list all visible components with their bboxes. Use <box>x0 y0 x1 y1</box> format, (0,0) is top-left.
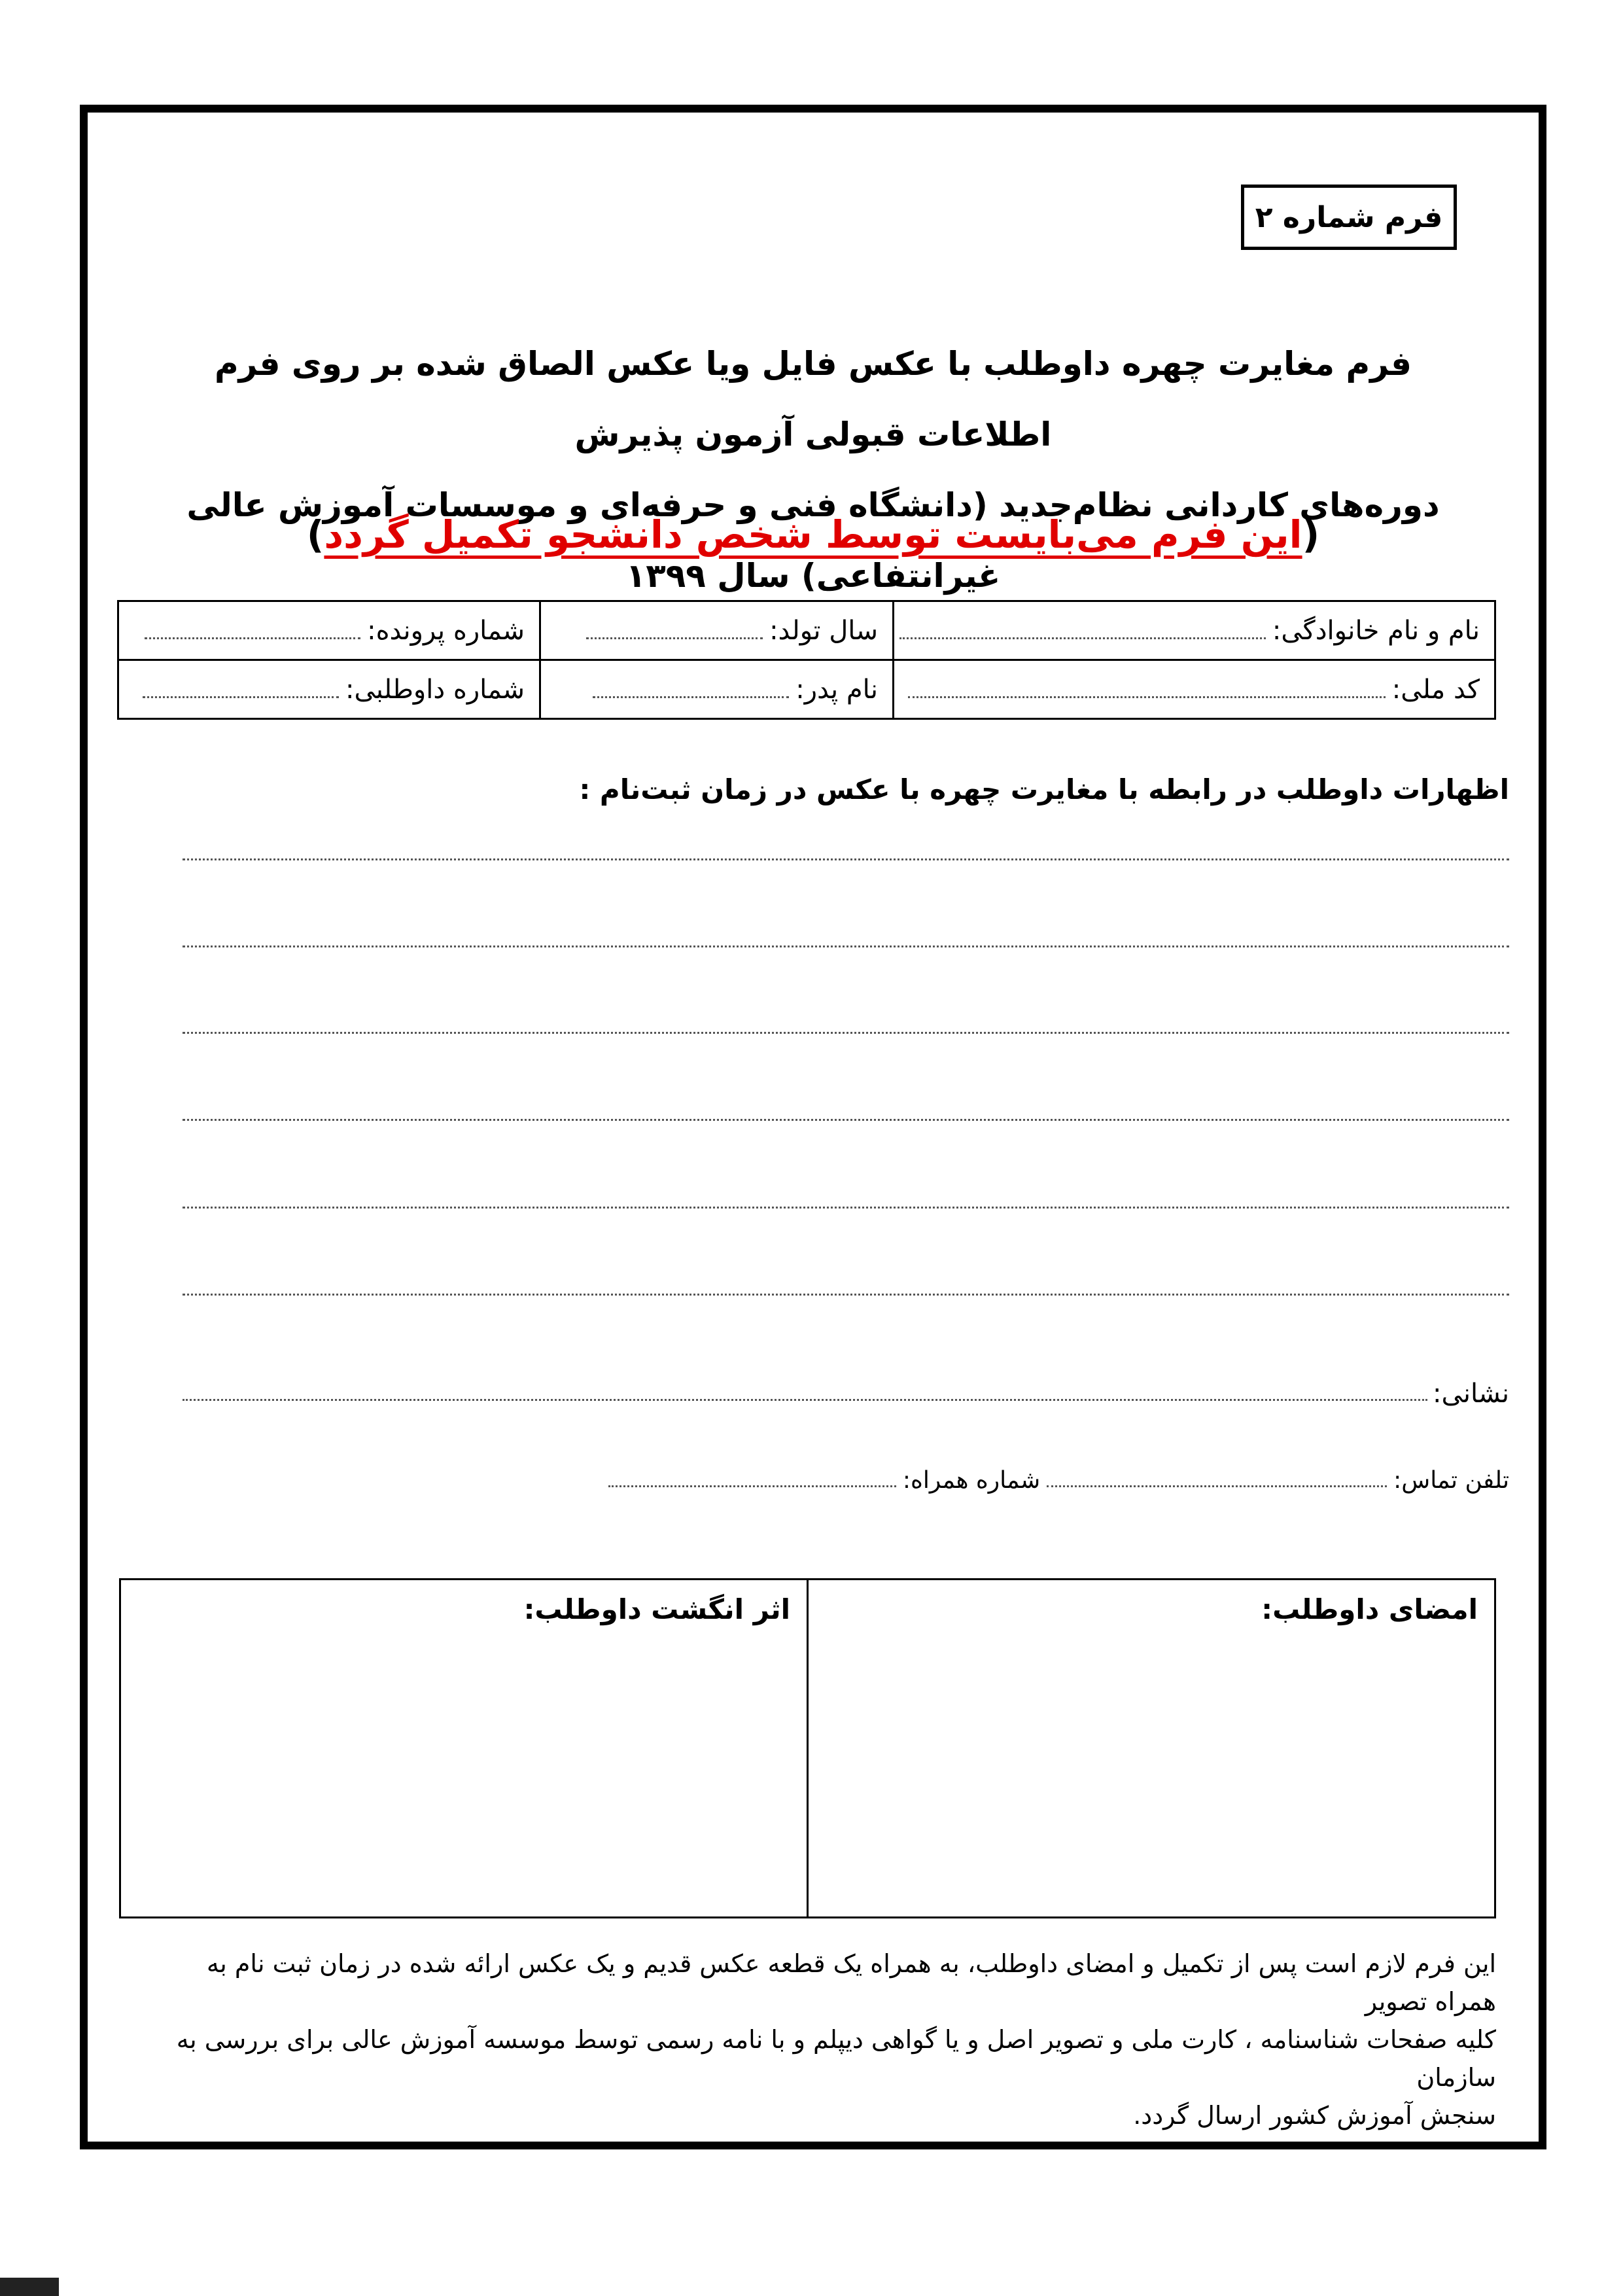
national-code-field[interactable] <box>894 660 1495 719</box>
submission-note <box>140 1945 1496 2134</box>
title-line-2: دوره‌های کاردانی نظام‌جدید (دانشگاه فنی و حرفه‌ای و موسسات آموزش عالی غیرانتفاعی) سال ۱۳۹۹ <box>186 486 1440 595</box>
corner-watermark <box>0 2278 59 2296</box>
mobile-field[interactable] <box>608 1485 896 1487</box>
instruction-close-paren: ) <box>306 512 324 557</box>
address-label: نشانی: <box>1433 1379 1509 1409</box>
signature-box <box>119 1578 1496 1918</box>
note-line-3: سنجش آموزش کشور ارسال گردد. <box>1133 2101 1496 2130</box>
father-name-dots <box>593 696 789 698</box>
birth-year-label: سال تولد: <box>769 615 878 646</box>
phone-row <box>602 1467 1509 1494</box>
note-line-2: کلیه صفحات شناسنامه ، کارت ملی و تصویر اصل و یا گواهی دیپلم و با نامه رسمی توسط موسسه آموزش عالی برای بررسی به سازمان <box>176 2025 1496 2092</box>
landline-field[interactable] <box>1047 1485 1387 1487</box>
mobile-label: شماره همراه: <box>902 1467 1041 1494</box>
statement-line-6[interactable] <box>183 1294 1509 1296</box>
statement-line-1[interactable] <box>183 858 1509 860</box>
address-field[interactable] <box>183 1379 1509 1409</box>
statement-line-4[interactable] <box>183 1119 1509 1121</box>
statement-line-2[interactable] <box>183 945 1509 947</box>
file-number-dots <box>145 637 360 639</box>
title-line-1: فرم مغایرت چهره داوطلب با عکس فایل ویا عکس الصاق شده بر روی فرم اطلاعات قبولی آزمون پذیرش <box>214 345 1412 453</box>
address-dots <box>183 1399 1427 1401</box>
fingerprint-cell[interactable] <box>121 1580 809 1916</box>
full-name-field[interactable] <box>894 601 1495 660</box>
statement-label: اظهارات داوطلب در رابطه با مغایرت چهره با عکس در زمان ثبت‌نام : <box>579 773 1509 805</box>
father-name-label: نام پدر: <box>795 674 878 705</box>
form-title <box>179 328 1447 611</box>
file-number-field[interactable] <box>118 601 540 660</box>
instruction-open-paren: ( <box>1302 512 1320 557</box>
father-name-field[interactable] <box>540 660 894 719</box>
candidate-number-field[interactable] <box>118 660 540 719</box>
candidate-number-label: شماره داوطلبی: <box>345 674 525 705</box>
landline-label: تلفن تماس: <box>1393 1467 1509 1494</box>
note-line-1: این فرم لازم است پس از تکمیل و امضای داوطلب، به همراه یک قطعه عکس قدیم و یک عکس ارائه شده در زمان ثبت نام به همراه تصویر <box>206 1949 1496 2016</box>
fingerprint-label: اثر انگشت داوطلب: <box>523 1593 790 1625</box>
statement-line-3[interactable] <box>183 1032 1509 1034</box>
full-name-label: نام و نام خانوادگی: <box>1272 615 1480 646</box>
instruction <box>179 505 1447 564</box>
table-row <box>118 601 1495 660</box>
national-code-label: کد ملی: <box>1391 674 1480 705</box>
file-number-label: شماره پرونده: <box>367 615 525 646</box>
national-code-dots <box>908 696 1386 698</box>
birth-year-dots <box>586 637 763 639</box>
candidate-info-table <box>117 600 1496 720</box>
candidate-number-dots <box>143 696 339 698</box>
table-row <box>118 660 1495 719</box>
form-frame <box>80 105 1546 2149</box>
form-number-box <box>1241 185 1457 250</box>
birth-year-field[interactable] <box>540 601 894 660</box>
full-name-dots <box>899 637 1266 639</box>
form-number-label: فرم شماره ۲ <box>1255 200 1443 234</box>
instruction-text: این فرم می‌بایست توسط شخص دانشجو تکمیل گردد <box>324 512 1302 557</box>
signature-cell[interactable] <box>809 1580 1494 1916</box>
signature-label: امضای داوطلب: <box>1261 1593 1478 1625</box>
statement-line-5[interactable] <box>183 1207 1509 1209</box>
